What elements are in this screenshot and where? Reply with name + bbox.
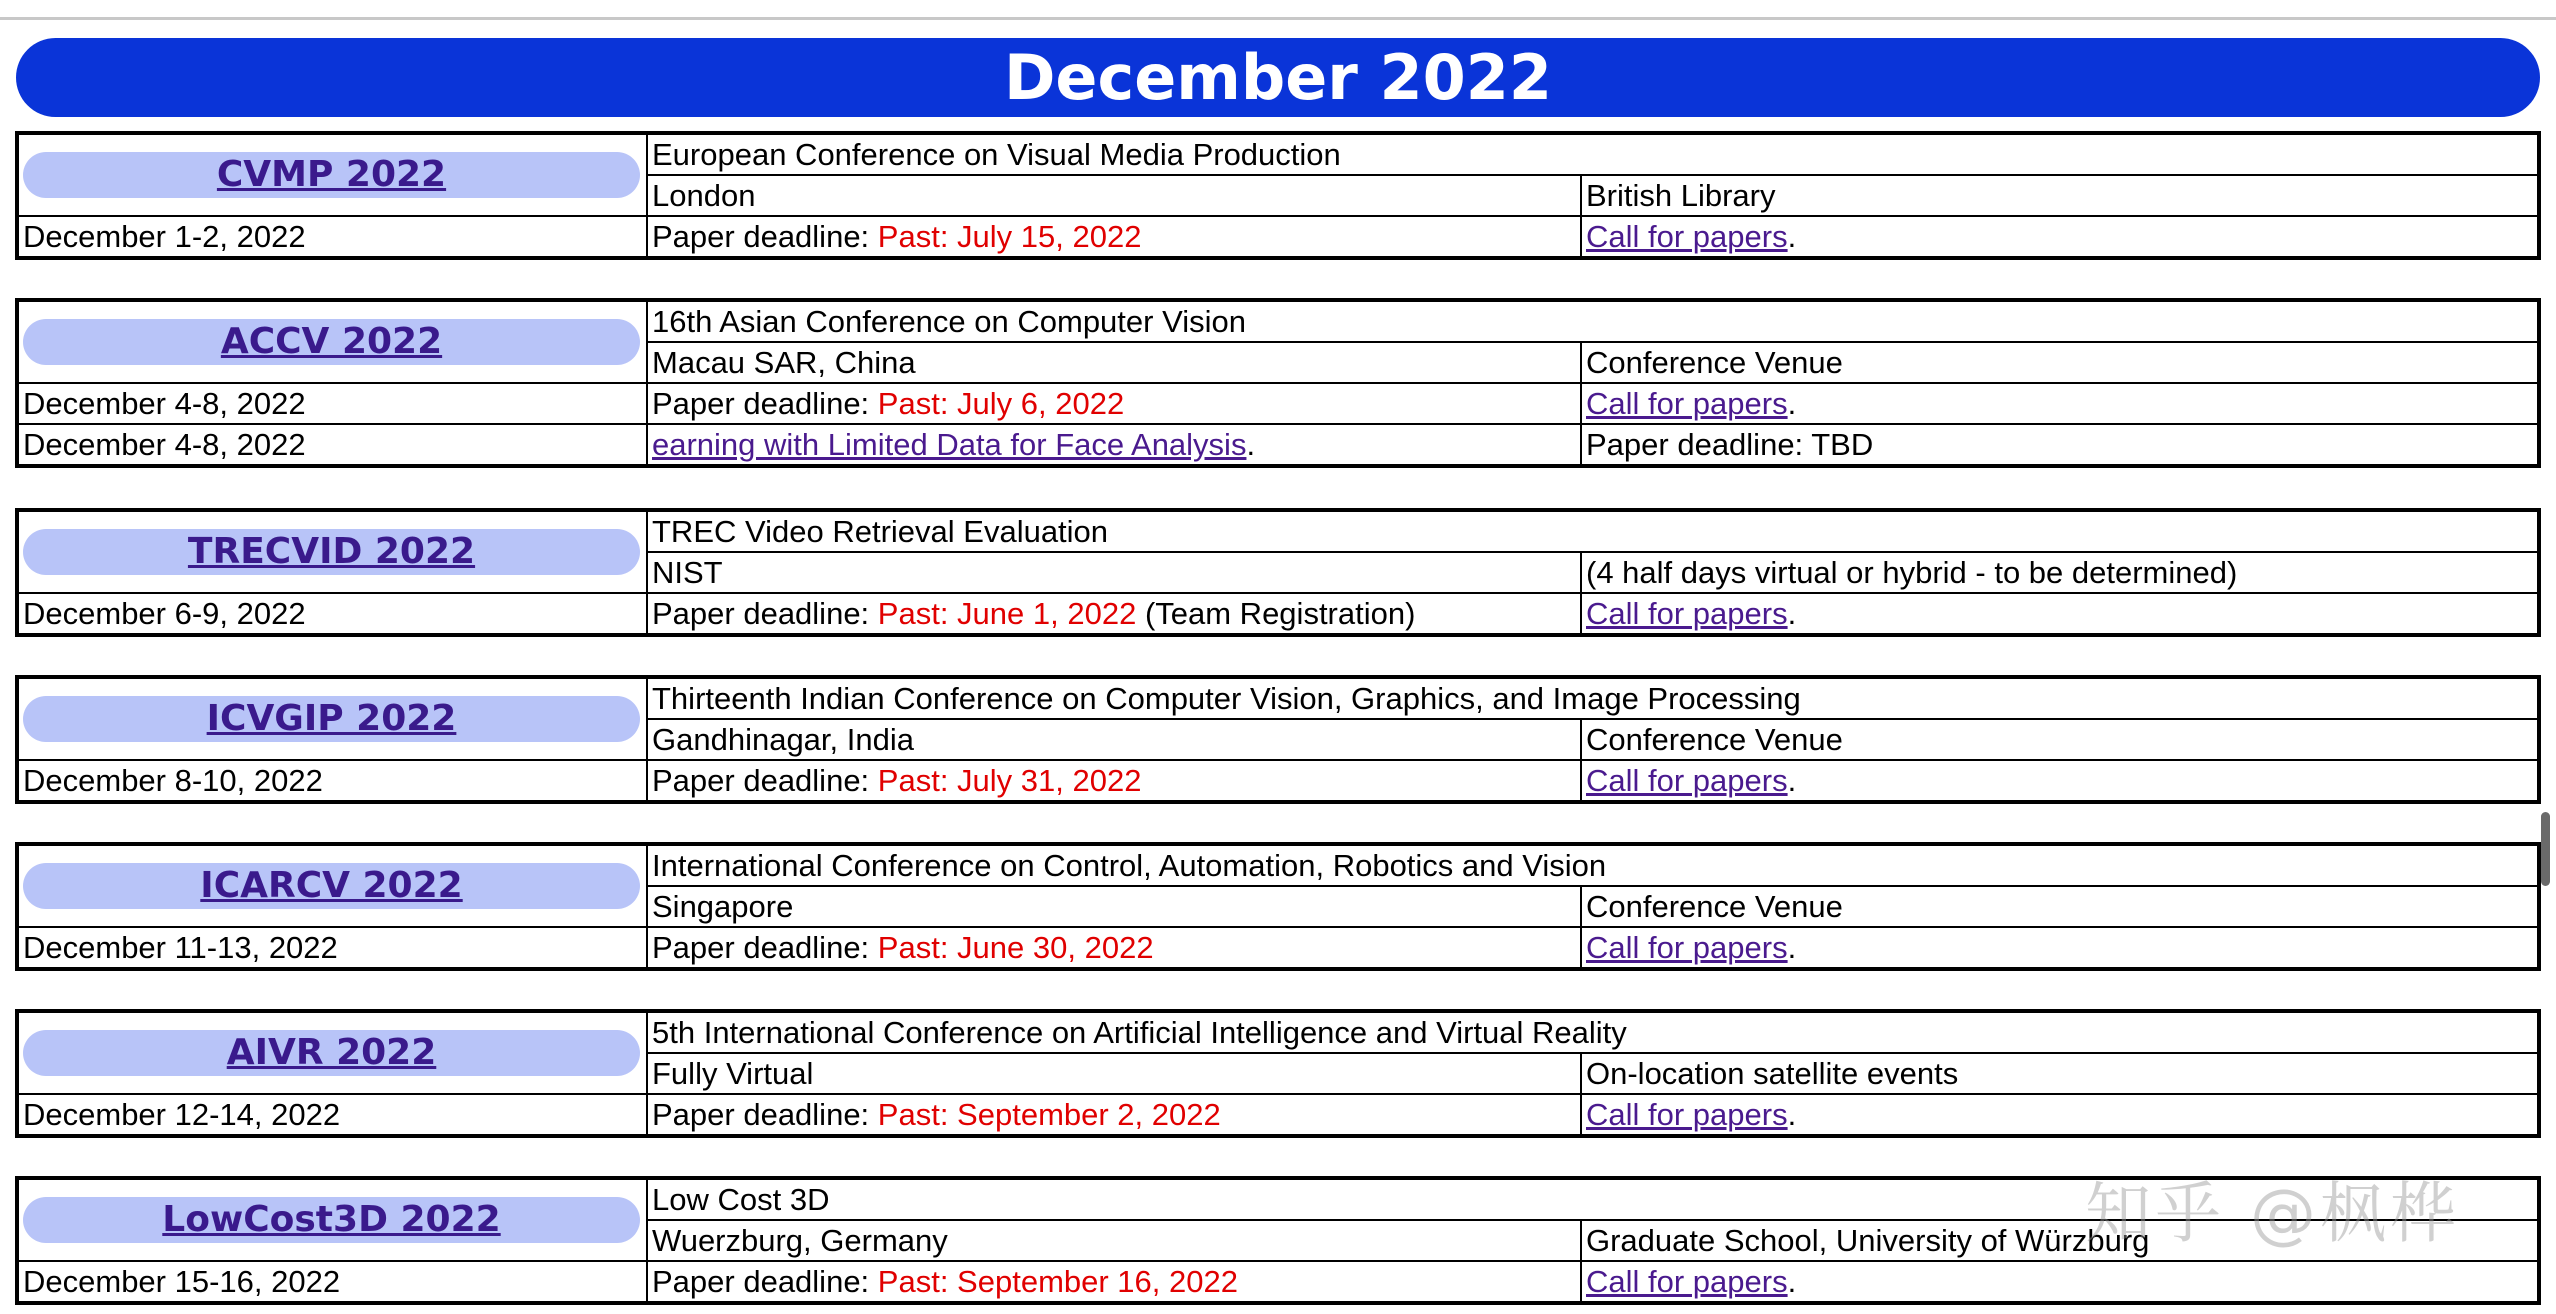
conference-full-name: International Conference on Control, Automation, Robotics and Vision: [647, 844, 2539, 886]
call-for-papers-cell: [1581, 1261, 2539, 1303]
paper-deadline-value: Past: July 15, 2022: [877, 219, 1142, 254]
paper-deadline-label: Paper deadline:: [652, 763, 870, 798]
call-for-papers-cell: [1581, 383, 2539, 424]
conference-title-pill: [23, 1197, 640, 1243]
conference-table-icvgip: [15, 675, 2541, 804]
conference-acronym-link[interactable]: ICARCV 2022: [200, 865, 463, 906]
conference-title-cell: [17, 300, 647, 383]
conference-acronym-link[interactable]: CVMP 2022: [216, 154, 447, 195]
conference-full-name: TREC Video Retrieval Evaluation: [647, 510, 2539, 552]
conference-full-name: Low Cost 3D: [647, 1178, 2539, 1220]
conference-title-pill: [23, 696, 640, 742]
conference-location: NIST: [647, 552, 1581, 593]
conference-title-pill: [23, 863, 640, 909]
conference-location: Fully Virtual: [647, 1053, 1581, 1094]
paper-deadline-value: Past: June 30, 2022: [877, 930, 1154, 965]
conference-title-cell: [17, 1178, 647, 1261]
paper-deadline-label: Paper deadline:: [652, 1097, 870, 1132]
watermark: 知乎 @枫桦: [2085, 1175, 2460, 1252]
paper-deadline-value: Past: June 1, 2022: [877, 596, 1137, 631]
paper-deadline-cell: [647, 216, 1581, 258]
conference-acronym-link[interactable]: TRECVID 2022: [187, 531, 476, 572]
conference-acronym-link[interactable]: ACCV 2022: [220, 321, 443, 362]
conference-title-cell: [17, 677, 647, 760]
conference-acronym-link[interactable]: LowCost3D 2022: [162, 1199, 501, 1240]
paper-deadline-note: (Team Registration): [1136, 596, 1416, 631]
workshop-title-cell: [647, 424, 1581, 466]
workshop-title-link[interactable]: earning with Limited Data for Face Analysis: [652, 427, 1247, 462]
call-for-papers-cell: [1581, 216, 2539, 258]
conference-title-cell: [17, 133, 647, 216]
call-for-papers-link[interactable]: Call for papers: [1586, 1097, 1788, 1132]
call-for-papers-link[interactable]: Call for papers: [1586, 1264, 1788, 1299]
paper-deadline-cell: [647, 383, 1581, 424]
paper-deadline-label: Paper deadline:: [652, 219, 870, 254]
paper-deadline-label: Paper deadline:: [652, 386, 870, 421]
conference-dates: December 4-8, 2022: [17, 383, 647, 424]
conference-table-icarcv: [15, 842, 2541, 971]
conference-full-name: Thirteenth Indian Conference on Computer Vision, Graphics, and Image Processing: [647, 677, 2539, 719]
conference-location: Wuerzburg, Germany: [647, 1220, 1581, 1261]
paper-deadline-cell: [647, 593, 1581, 635]
period: .: [1787, 596, 1797, 631]
conference-location: Macau SAR, China: [647, 342, 1581, 383]
paper-deadline-value: Past: September 2, 2022: [877, 1097, 1221, 1132]
call-for-papers-cell: [1581, 760, 2539, 802]
conference-venue: On-location satellite events: [1581, 1053, 2539, 1094]
period: .: [1787, 386, 1797, 421]
conference-title-cell: [17, 1011, 647, 1094]
conference-dates: December 8-10, 2022: [17, 760, 647, 802]
conference-title-pill: [23, 529, 640, 575]
workshop-dates: December 4-8, 2022: [17, 424, 647, 466]
conference-acronym-link[interactable]: ICVGIP 2022: [206, 698, 457, 739]
conference-venue: Conference Venue: [1581, 342, 2539, 383]
conference-title-pill: [23, 1030, 640, 1076]
conference-dates: December 12-14, 2022: [17, 1094, 647, 1136]
period: .: [1787, 1097, 1797, 1132]
call-for-papers-link[interactable]: Call for papers: [1586, 596, 1788, 631]
call-for-papers-cell: [1581, 593, 2539, 635]
conference-table-accv: [15, 298, 2541, 468]
conference-dates: December 15-16, 2022: [17, 1261, 647, 1303]
paper-deadline-value: Past: September 16, 2022: [877, 1264, 1238, 1299]
conference-dates: December 11-13, 2022: [17, 927, 647, 969]
workshop-deadline: Paper deadline: TBD: [1581, 424, 2539, 466]
conference-acronym-link[interactable]: AIVR 2022: [226, 1032, 437, 1073]
conference-dates: December 1-2, 2022: [17, 216, 647, 258]
month-heading: December 2022: [16, 38, 2540, 117]
conference-title-cell: [17, 510, 647, 593]
conference-title-pill: [23, 319, 640, 365]
call-for-papers-cell: [1581, 1094, 2539, 1136]
paper-deadline-cell: [647, 927, 1581, 969]
paper-deadline-cell: [647, 1261, 1581, 1303]
paper-deadline-label: Paper deadline:: [652, 596, 870, 631]
conference-full-name: European Conference on Visual Media Production: [647, 133, 2539, 175]
paper-deadline-label: Paper deadline:: [652, 1264, 870, 1299]
call-for-papers-link[interactable]: Call for papers: [1586, 930, 1788, 965]
conference-venue: Graduate School, University of Würzburg: [1581, 1220, 2539, 1261]
call-for-papers-link[interactable]: Call for papers: [1586, 386, 1788, 421]
conference-venue: British Library: [1581, 175, 2539, 216]
paper-deadline-cell: [647, 1094, 1581, 1136]
paper-deadline-value: Past: July 31, 2022: [877, 763, 1142, 798]
paper-deadline-cell: [647, 760, 1581, 802]
conference-full-name: 16th Asian Conference on Computer Vision: [647, 300, 2539, 342]
conference-location: Gandhinagar, India: [647, 719, 1581, 760]
conference-title-pill: [23, 152, 640, 198]
conference-full-name: 5th International Conference on Artificial Intelligence and Virtual Reality: [647, 1011, 2539, 1053]
period: .: [1787, 930, 1797, 965]
conference-table-cvmp: [15, 131, 2541, 260]
period: .: [1787, 219, 1797, 254]
conference-location: Singapore: [647, 886, 1581, 927]
conference-table-lowcost3d: [15, 1176, 2541, 1305]
conference-table-aivr: [15, 1009, 2541, 1138]
period: .: [1787, 763, 1797, 798]
scrollbar-thumb[interactable]: [2541, 812, 2550, 886]
call-for-papers-cell: [1581, 927, 2539, 969]
call-for-papers-link[interactable]: Call for papers: [1586, 219, 1788, 254]
period: .: [1787, 1264, 1797, 1299]
conference-venue: Conference Venue: [1581, 886, 2539, 927]
paper-deadline-label: Paper deadline:: [652, 930, 870, 965]
conference-dates: December 6-9, 2022: [17, 593, 647, 635]
conference-venue: (4 half days virtual or hybrid - to be determined): [1581, 552, 2539, 593]
paper-deadline-value: Past: July 6, 2022: [877, 386, 1125, 421]
conference-venue: Conference Venue: [1581, 719, 2539, 760]
top-divider: [0, 17, 2556, 20]
conference-table-trecvid: [15, 508, 2541, 637]
call-for-papers-link[interactable]: Call for papers: [1586, 763, 1788, 798]
conference-location: London: [647, 175, 1581, 216]
conference-title-cell: [17, 844, 647, 927]
period: .: [1246, 427, 1256, 462]
